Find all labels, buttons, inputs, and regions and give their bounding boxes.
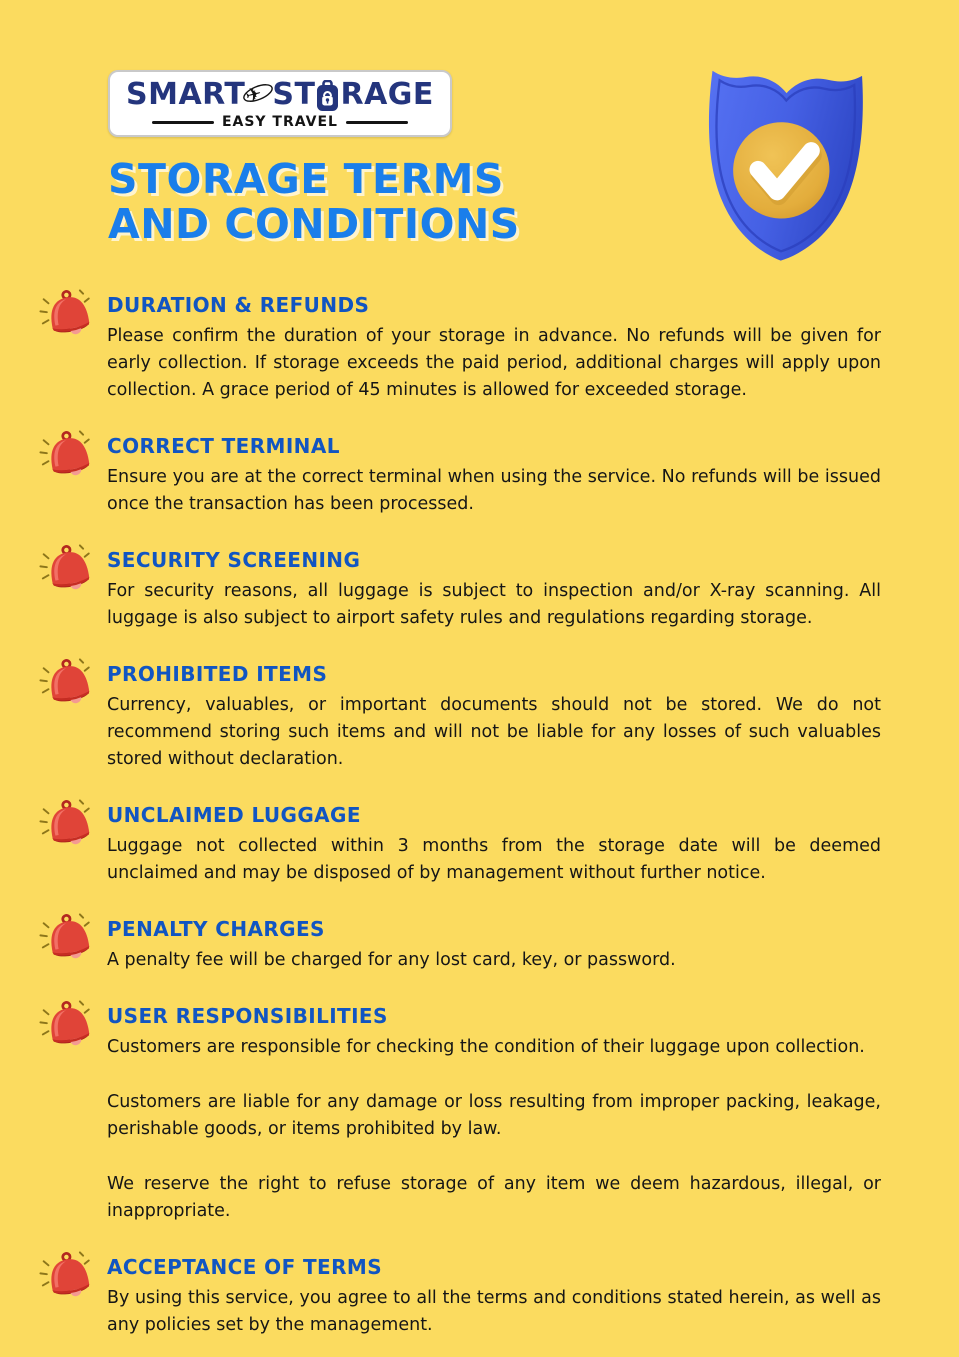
- section-text: [107, 917, 881, 974]
- bell-icon: [38, 797, 96, 857]
- section-heading: UNCLAIMED LUGGAGE: [107, 803, 361, 828]
- terms-section: [38, 1255, 881, 1339]
- section-heading: PENALTY CHARGES: [107, 917, 325, 942]
- logo-tagline-row: [152, 114, 408, 130]
- tagline-rule-left: [152, 121, 214, 124]
- section-text: [107, 803, 881, 887]
- section-heading: SECURITY SCREENING: [107, 548, 361, 573]
- tagline-rule-right: [346, 121, 408, 124]
- logo-wordmark: [126, 79, 434, 111]
- section-paragraph: By using this service, you agree to all the terms and conditions stated herein, as well as any policies set by the management.: [107, 1288, 881, 1336]
- logo-tagline: EASY TRAVEL: [221, 114, 338, 130]
- section-heading: USER RESPONSIBILITIES: [107, 1004, 388, 1029]
- section-paragraph: Customers are responsible for checking the condition of their luggage upon collection.: [107, 1037, 865, 1058]
- section-paragraph: Ensure you are at the correct terminal when using the service. No refunds will be issued once the transaction has been processed.: [107, 467, 881, 515]
- section-paragraph: Customers are liable for any damage or loss resulting from improper packing, leakage, perishable goods, or items prohibited by law.: [107, 1092, 881, 1140]
- terms-section: [38, 803, 881, 887]
- terms-section: [38, 662, 881, 773]
- section-heading: PROHIBITED ITEMS: [107, 662, 328, 687]
- terms-section: [38, 434, 881, 518]
- bell-icon: [38, 542, 96, 602]
- bell-icon: [38, 1249, 96, 1309]
- section-paragraph: Please confirm the duration of your storage in advance. No refunds will be given for early collection. If storage exceeds the paid period, additional charges will apply upon collection. A grace period of 45 minutes is allowed for exceeded storage.: [107, 326, 881, 401]
- section-text: [107, 548, 881, 632]
- logo-text-st: ST: [272, 77, 316, 112]
- section-paragraph: We reserve the right to refuse storage of any item we deem hazardous, illegal, or inappropriate.: [107, 1174, 881, 1222]
- shield-check-icon: [698, 58, 870, 276]
- smart-storage-logo: [108, 70, 452, 137]
- logo-text-smart: SMART: [126, 77, 246, 112]
- terms-list: [0, 293, 959, 1339]
- bell-icon: [38, 998, 96, 1058]
- suitcase-lock-icon: [316, 80, 339, 112]
- section-text: [107, 662, 881, 773]
- terms-section: [38, 1004, 881, 1225]
- section-heading: ACCEPTANCE OF TERMS: [107, 1255, 383, 1280]
- section-paragraph: A penalty fee will be charged for any lost card, key, or password.: [107, 950, 676, 971]
- section-paragraph: Luggage not collected within 3 months from the storage date will be deemed unclaimed and may be disposed of by management without further notice.: [107, 836, 881, 884]
- section-text: [107, 1004, 881, 1225]
- terms-section: [38, 917, 881, 974]
- terms-section: [38, 548, 881, 632]
- section-heading: CORRECT TERMINAL: [107, 434, 340, 459]
- section-paragraph: For security reasons, all luggage is subject to inspection and/or X-ray scanning. All luggage is also subject to airport safety rules and regulations regarding storage.: [107, 581, 881, 629]
- section-heading: DURATION & REFUNDS: [107, 293, 370, 318]
- bell-icon: [38, 287, 96, 347]
- plane-orbit-icon: [241, 76, 275, 108]
- header: [0, 0, 959, 247]
- bell-icon: [38, 911, 96, 971]
- svg-text:✈: ✈: [243, 82, 265, 108]
- page-title-line1: STORAGE TERMS: [108, 155, 504, 203]
- logo-text-rage: RAGE: [340, 77, 434, 112]
- bell-icon: [38, 428, 96, 488]
- section-text: [107, 293, 881, 404]
- terms-section: [38, 293, 881, 404]
- section-paragraph: Currency, valuables, or important documents should not be stored. We do not recommend storing such items and will not be liable for any losses of such valuables stored without declaration.: [107, 695, 881, 770]
- page-title-line2: AND CONDITIONS: [108, 200, 520, 249]
- bell-icon: [38, 656, 96, 716]
- section-text: [107, 434, 881, 518]
- section-text: [107, 1255, 881, 1339]
